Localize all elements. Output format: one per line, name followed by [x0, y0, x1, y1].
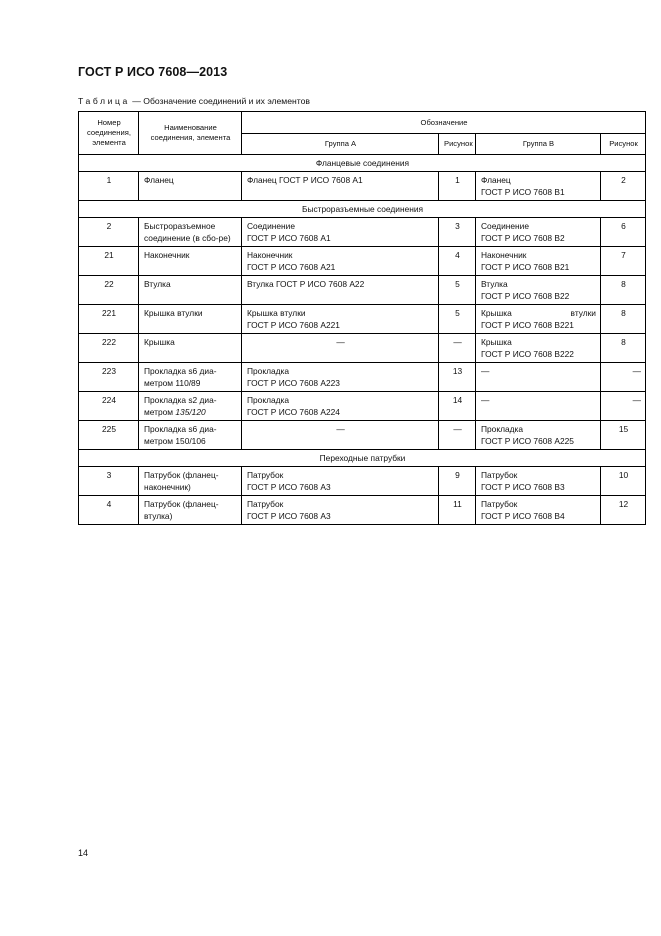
- table-caption-label: Таблица: [78, 96, 130, 106]
- cell-line: ГОСТ Р ИСО 7608 В4: [481, 511, 565, 521]
- cell-figure-b: 8: [601, 305, 646, 334]
- cell-line: ГОСТ Р ИСО 7608 А221: [247, 320, 340, 330]
- cell-line: ГОСТ Р ИСО 7608 В2: [481, 233, 565, 243]
- table-row: [79, 496, 646, 525]
- section-title: Фланцевые соединения: [79, 155, 646, 172]
- cell-line: Прокладка: [247, 395, 290, 405]
- cell-figure-a: 11: [439, 496, 476, 525]
- designation-table: [78, 111, 646, 525]
- cell-number: 4: [79, 496, 139, 525]
- cell-name: Прокладка s6 диа-метром 150/106: [139, 421, 242, 450]
- cell-figure-b: 8: [601, 334, 646, 363]
- cell-figure-a: —: [439, 421, 476, 450]
- cell-figure-a: 14: [439, 392, 476, 421]
- cell-number: 3: [79, 467, 139, 496]
- cell-group-b: [476, 421, 601, 450]
- table-row: [79, 363, 646, 392]
- cell-figure-b: 12: [601, 496, 646, 525]
- cell-figure-a: 5: [439, 276, 476, 305]
- header-number: Номер соединения, элемента: [79, 112, 139, 155]
- header-designation: Обозначение: [242, 112, 646, 134]
- cell-line: ГОСТ Р ИСО 7608 В1: [481, 187, 565, 197]
- cell-figure-b: 8: [601, 276, 646, 305]
- cell-line: Прокладка: [481, 424, 524, 434]
- cell-line: ГОСТ Р ИСО 7608 В222: [481, 349, 574, 359]
- cell-number: 223: [79, 363, 139, 392]
- table-row: [79, 334, 646, 363]
- cell-name-italic: 135/120: [175, 407, 206, 417]
- header-figure-a: Рисунок: [439, 134, 476, 155]
- section-row: [79, 450, 646, 467]
- page-number: 14: [78, 848, 89, 858]
- cell-name: Втулка: [139, 276, 242, 305]
- cell-group-b: [476, 305, 601, 334]
- table-row: [79, 247, 646, 276]
- cell-group-b: —: [476, 392, 601, 421]
- cell-group-a: —: [242, 334, 439, 363]
- cell-name: Прокладка s6 диа-метром 110/89: [139, 363, 242, 392]
- cell-line: Наконечник: [247, 250, 293, 260]
- table-caption: [78, 96, 310, 106]
- cell-group-a: [242, 172, 439, 201]
- cell-line: Наконечник: [481, 250, 527, 260]
- cell-name: Патрубок (фланец-наконечник): [139, 467, 242, 496]
- header-group-b: Группа В: [476, 134, 601, 155]
- cell-line: ГОСТ Р ИСО 7608 А225: [481, 436, 574, 446]
- cell-group-b: [476, 496, 601, 525]
- cell-group-a: —: [242, 421, 439, 450]
- cell-line: Втулка: [481, 279, 508, 289]
- cell-figure-a: 1: [439, 172, 476, 201]
- cell-group-a: [242, 247, 439, 276]
- cell-figure-b: 10: [601, 467, 646, 496]
- cell-line: Патрубок: [247, 470, 284, 480]
- cell-line: Прокладка: [247, 366, 290, 376]
- cell-group-b: [476, 276, 601, 305]
- cell-group-a: [242, 218, 439, 247]
- table-row: [79, 467, 646, 496]
- cell-figure-b: 2: [601, 172, 646, 201]
- cell-group-b: —: [476, 363, 601, 392]
- cell-group-b: [476, 334, 601, 363]
- cell-number: 225: [79, 421, 139, 450]
- cell-name: Крышка: [139, 334, 242, 363]
- cell-line: ГОСТ Р ИСО 7608 А223: [247, 378, 340, 388]
- table-row: [79, 305, 646, 334]
- cell-line: Втулка ГОСТ Р ИСО 7608 А22: [247, 279, 365, 289]
- cell-line: ГОСТ Р ИСО 7608 А1: [247, 233, 331, 243]
- cell-number: 222: [79, 334, 139, 363]
- cell-figure-a: 5: [439, 305, 476, 334]
- table-body: [79, 155, 646, 525]
- cell-name: Наконечник: [139, 247, 242, 276]
- cell-line: ГОСТ Р ИСО 7608 А224: [247, 407, 340, 417]
- cell-name: Крышка втулки: [139, 305, 242, 334]
- header-group-a: Группа А: [242, 134, 439, 155]
- table-row: [79, 218, 646, 247]
- cell-group-a: [242, 496, 439, 525]
- table-row: [79, 392, 646, 421]
- section-title: Переходные патрубки: [79, 450, 646, 467]
- cell-number: 1: [79, 172, 139, 201]
- cell-figure-a: 3: [439, 218, 476, 247]
- cell-group-b: [476, 218, 601, 247]
- cell-name: Фланец: [139, 172, 242, 201]
- cell-figure-b: 7: [601, 247, 646, 276]
- cell-line: ГОСТ Р ИСО 7608 В21: [481, 262, 570, 272]
- cell-number: 22: [79, 276, 139, 305]
- cell-line: Патрубок: [481, 470, 518, 480]
- cell-line: Крышка втулки: [481, 308, 596, 318]
- cell-line: ГОСТ Р ИСО 7608 А3: [247, 511, 331, 521]
- cell-figure-a: 13: [439, 363, 476, 392]
- cell-line: Патрубок: [481, 499, 518, 509]
- cell-group-a: [242, 363, 439, 392]
- section-row: [79, 155, 646, 172]
- cell-line: ГОСТ Р ИСО 7608 В3: [481, 482, 565, 492]
- cell-group-b: [476, 172, 601, 201]
- cell-line: Патрубок: [247, 499, 284, 509]
- cell-group-b: [476, 247, 601, 276]
- cell-figure-a: —: [439, 334, 476, 363]
- table-caption-text: — Обозначение соединений и их элементов: [129, 96, 310, 106]
- cell-line: Крышка втулки: [247, 308, 306, 318]
- cell-figure-a: 9: [439, 467, 476, 496]
- cell-line: Соединение: [481, 221, 529, 231]
- table-row: [79, 172, 646, 201]
- cell-group-a: [242, 467, 439, 496]
- cell-figure-b: 15: [601, 421, 646, 450]
- cell-name: Патрубок (фланец-втулка): [139, 496, 242, 525]
- cell-number: 224: [79, 392, 139, 421]
- document-title: ГОСТ Р ИСО 7608—2013: [78, 65, 228, 79]
- cell-group-a: [242, 392, 439, 421]
- cell-figure-b: —: [601, 392, 646, 421]
- cell-figure-a: 4: [439, 247, 476, 276]
- cell-group-a: [242, 305, 439, 334]
- cell-name-text: Прокладка s2 диа-метром: [144, 395, 217, 417]
- cell-line: Фланец: [481, 175, 511, 185]
- cell-line: Крышка: [481, 337, 512, 347]
- header-figure-b: Рисунок: [601, 134, 646, 155]
- cell-line: Фланец ГОСТ Р ИСО 7608 А1: [247, 175, 363, 185]
- cell-figure-b: 6: [601, 218, 646, 247]
- cell-name: Быстроразъемное соединение (в сбо-ре): [139, 218, 242, 247]
- cell-line: ГОСТ Р ИСО 7608 В221: [481, 320, 574, 330]
- cell-number: 2: [79, 218, 139, 247]
- header-name: Наименование соединения, элемента: [139, 112, 242, 155]
- cell-group-a: [242, 276, 439, 305]
- cell-line: Соединение: [247, 221, 295, 231]
- cell-number: 221: [79, 305, 139, 334]
- cell-line: ГОСТ Р ИСО 7608 А3: [247, 482, 331, 492]
- cell-figure-b: —: [601, 363, 646, 392]
- cell-line: ГОСТ Р ИСО 7608 В22: [481, 291, 570, 301]
- section-row: [79, 201, 646, 218]
- cell-number: 21: [79, 247, 139, 276]
- cell-name: [139, 392, 242, 421]
- table-row: [79, 421, 646, 450]
- cell-group-b: [476, 467, 601, 496]
- cell-line: ГОСТ Р ИСО 7608 А21: [247, 262, 336, 272]
- section-title: Быстроразъемные соединения: [79, 201, 646, 218]
- table-row: [79, 276, 646, 305]
